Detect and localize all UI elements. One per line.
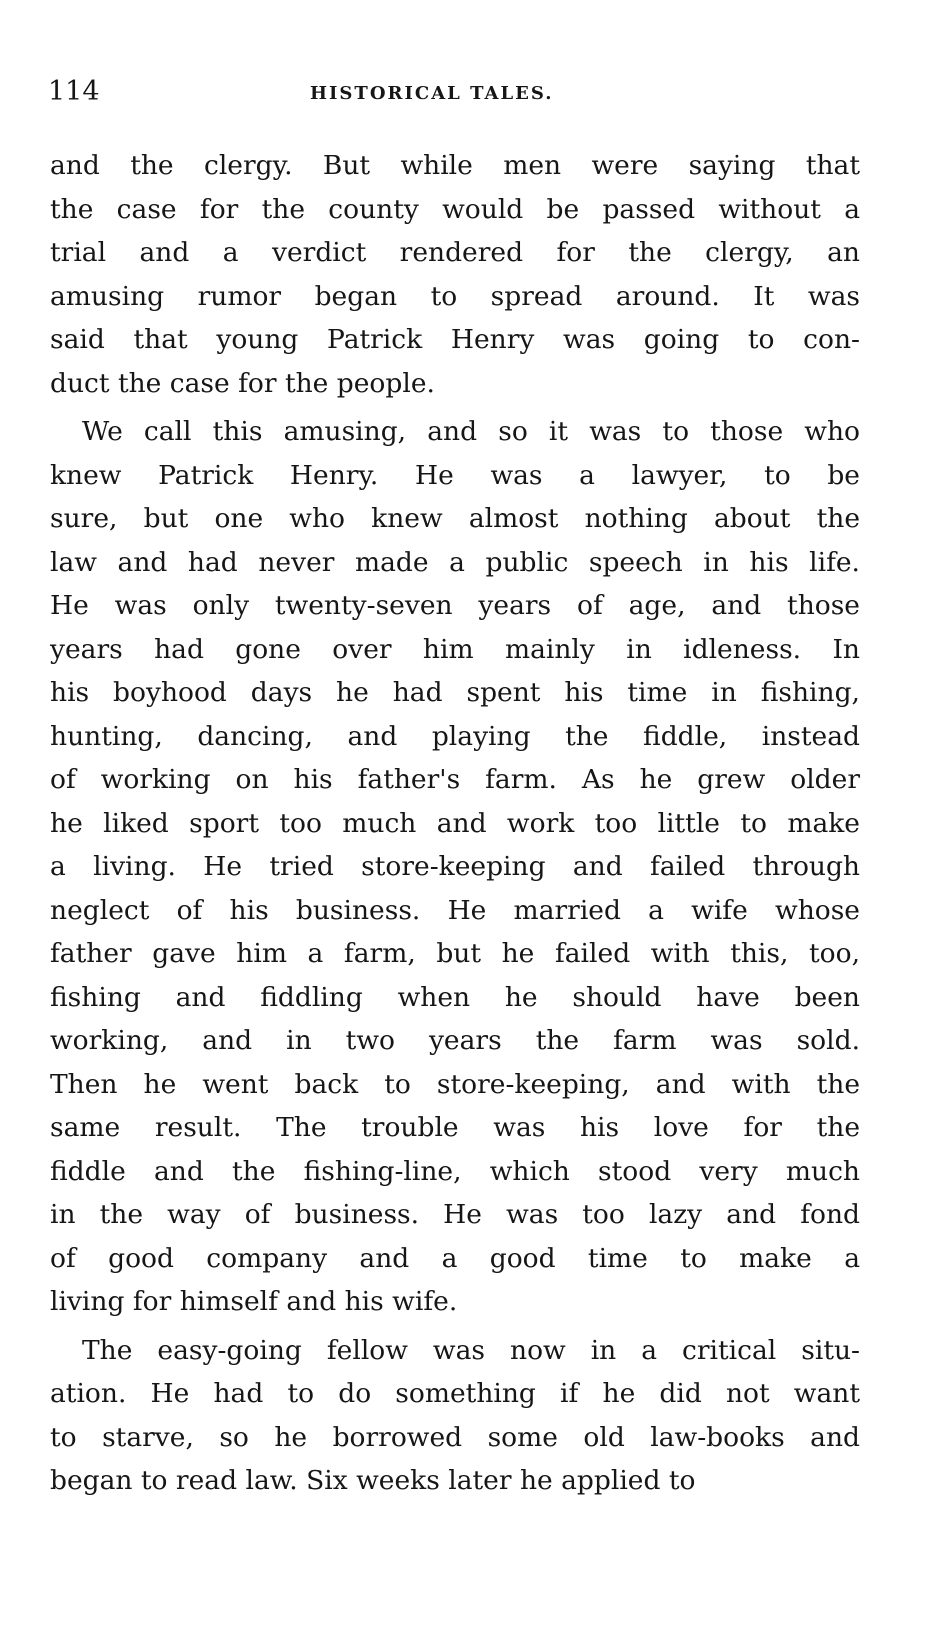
text-line: the case for the county would be passed without a — [50, 193, 860, 225]
text-line: The easy-going fellow was now in a critical situ- — [82, 1334, 860, 1366]
text-line: fishing and fiddling when he should have been — [50, 981, 860, 1013]
body-text — [50, 144, 860, 1503]
text-line: in the way of business. He was too lazy and fond — [50, 1199, 860, 1230]
text-line: He was only twenty-seven years of age, and those — [50, 590, 860, 621]
text-line: his boyhood days he had spent his time in fishing, — [50, 677, 860, 708]
text-line: duct the case for the people. — [50, 367, 435, 399]
page-number: 114 — [48, 76, 100, 107]
text-line: hunting, dancing, and playing the fiddle, instead — [50, 720, 860, 752]
text-line: of working on his father's farm. As he grew older — [50, 764, 860, 795]
text-line: Then he went back to store-keeping, and with the — [50, 1068, 860, 1100]
text-line: sure, but one who knew almost nothing about the — [50, 503, 860, 534]
paragraph — [50, 410, 860, 1324]
text-line: amusing rumor began to spread around. It was — [50, 280, 860, 312]
text-line: ation. He had to do something if he did not want — [50, 1378, 860, 1409]
running-head — [48, 72, 858, 112]
text-line: of good company and a good time to make a — [50, 1242, 860, 1274]
text-line: same result. The trouble was his love for the — [50, 1112, 860, 1143]
text-line: and the clergy. But while men were saying that — [50, 150, 860, 181]
text-line: neglect of his business. He married a wife whose — [50, 894, 860, 926]
paragraph — [50, 144, 860, 405]
text-line: We call this amusing, and so it was to those who — [82, 416, 860, 447]
text-line: he liked sport too much and work too little to make — [50, 807, 860, 839]
text-line: began to read law. Six weeks later he applied to — [50, 1465, 696, 1496]
text-line: living for himself and his wife. — [50, 1286, 458, 1317]
text-line: knew Patrick Henry. He was a lawyer, to be — [50, 459, 860, 491]
text-line: a living. He tried store-keeping and failed through — [50, 851, 860, 882]
text-line: trial and a verdict rendered for the clergy, an — [50, 237, 860, 268]
text-line: years had gone over him mainly in idleness. In — [50, 633, 860, 665]
paragraph — [50, 1329, 860, 1503]
text-line: father gave him a farm, but he failed with this, too, — [50, 938, 860, 969]
text-line: fiddle and the fishing-line, which stood very much — [50, 1155, 860, 1187]
running-title: HISTORICAL TALES. — [310, 83, 554, 104]
text-line: law and had never made a public speech in his life. — [50, 546, 860, 578]
text-line: to starve, so he borrowed some old law-books and — [50, 1421, 860, 1453]
text-line: said that young Patrick Henry was going to con- — [50, 324, 860, 355]
text-line: working, and in two years the farm was sold. — [50, 1025, 860, 1056]
